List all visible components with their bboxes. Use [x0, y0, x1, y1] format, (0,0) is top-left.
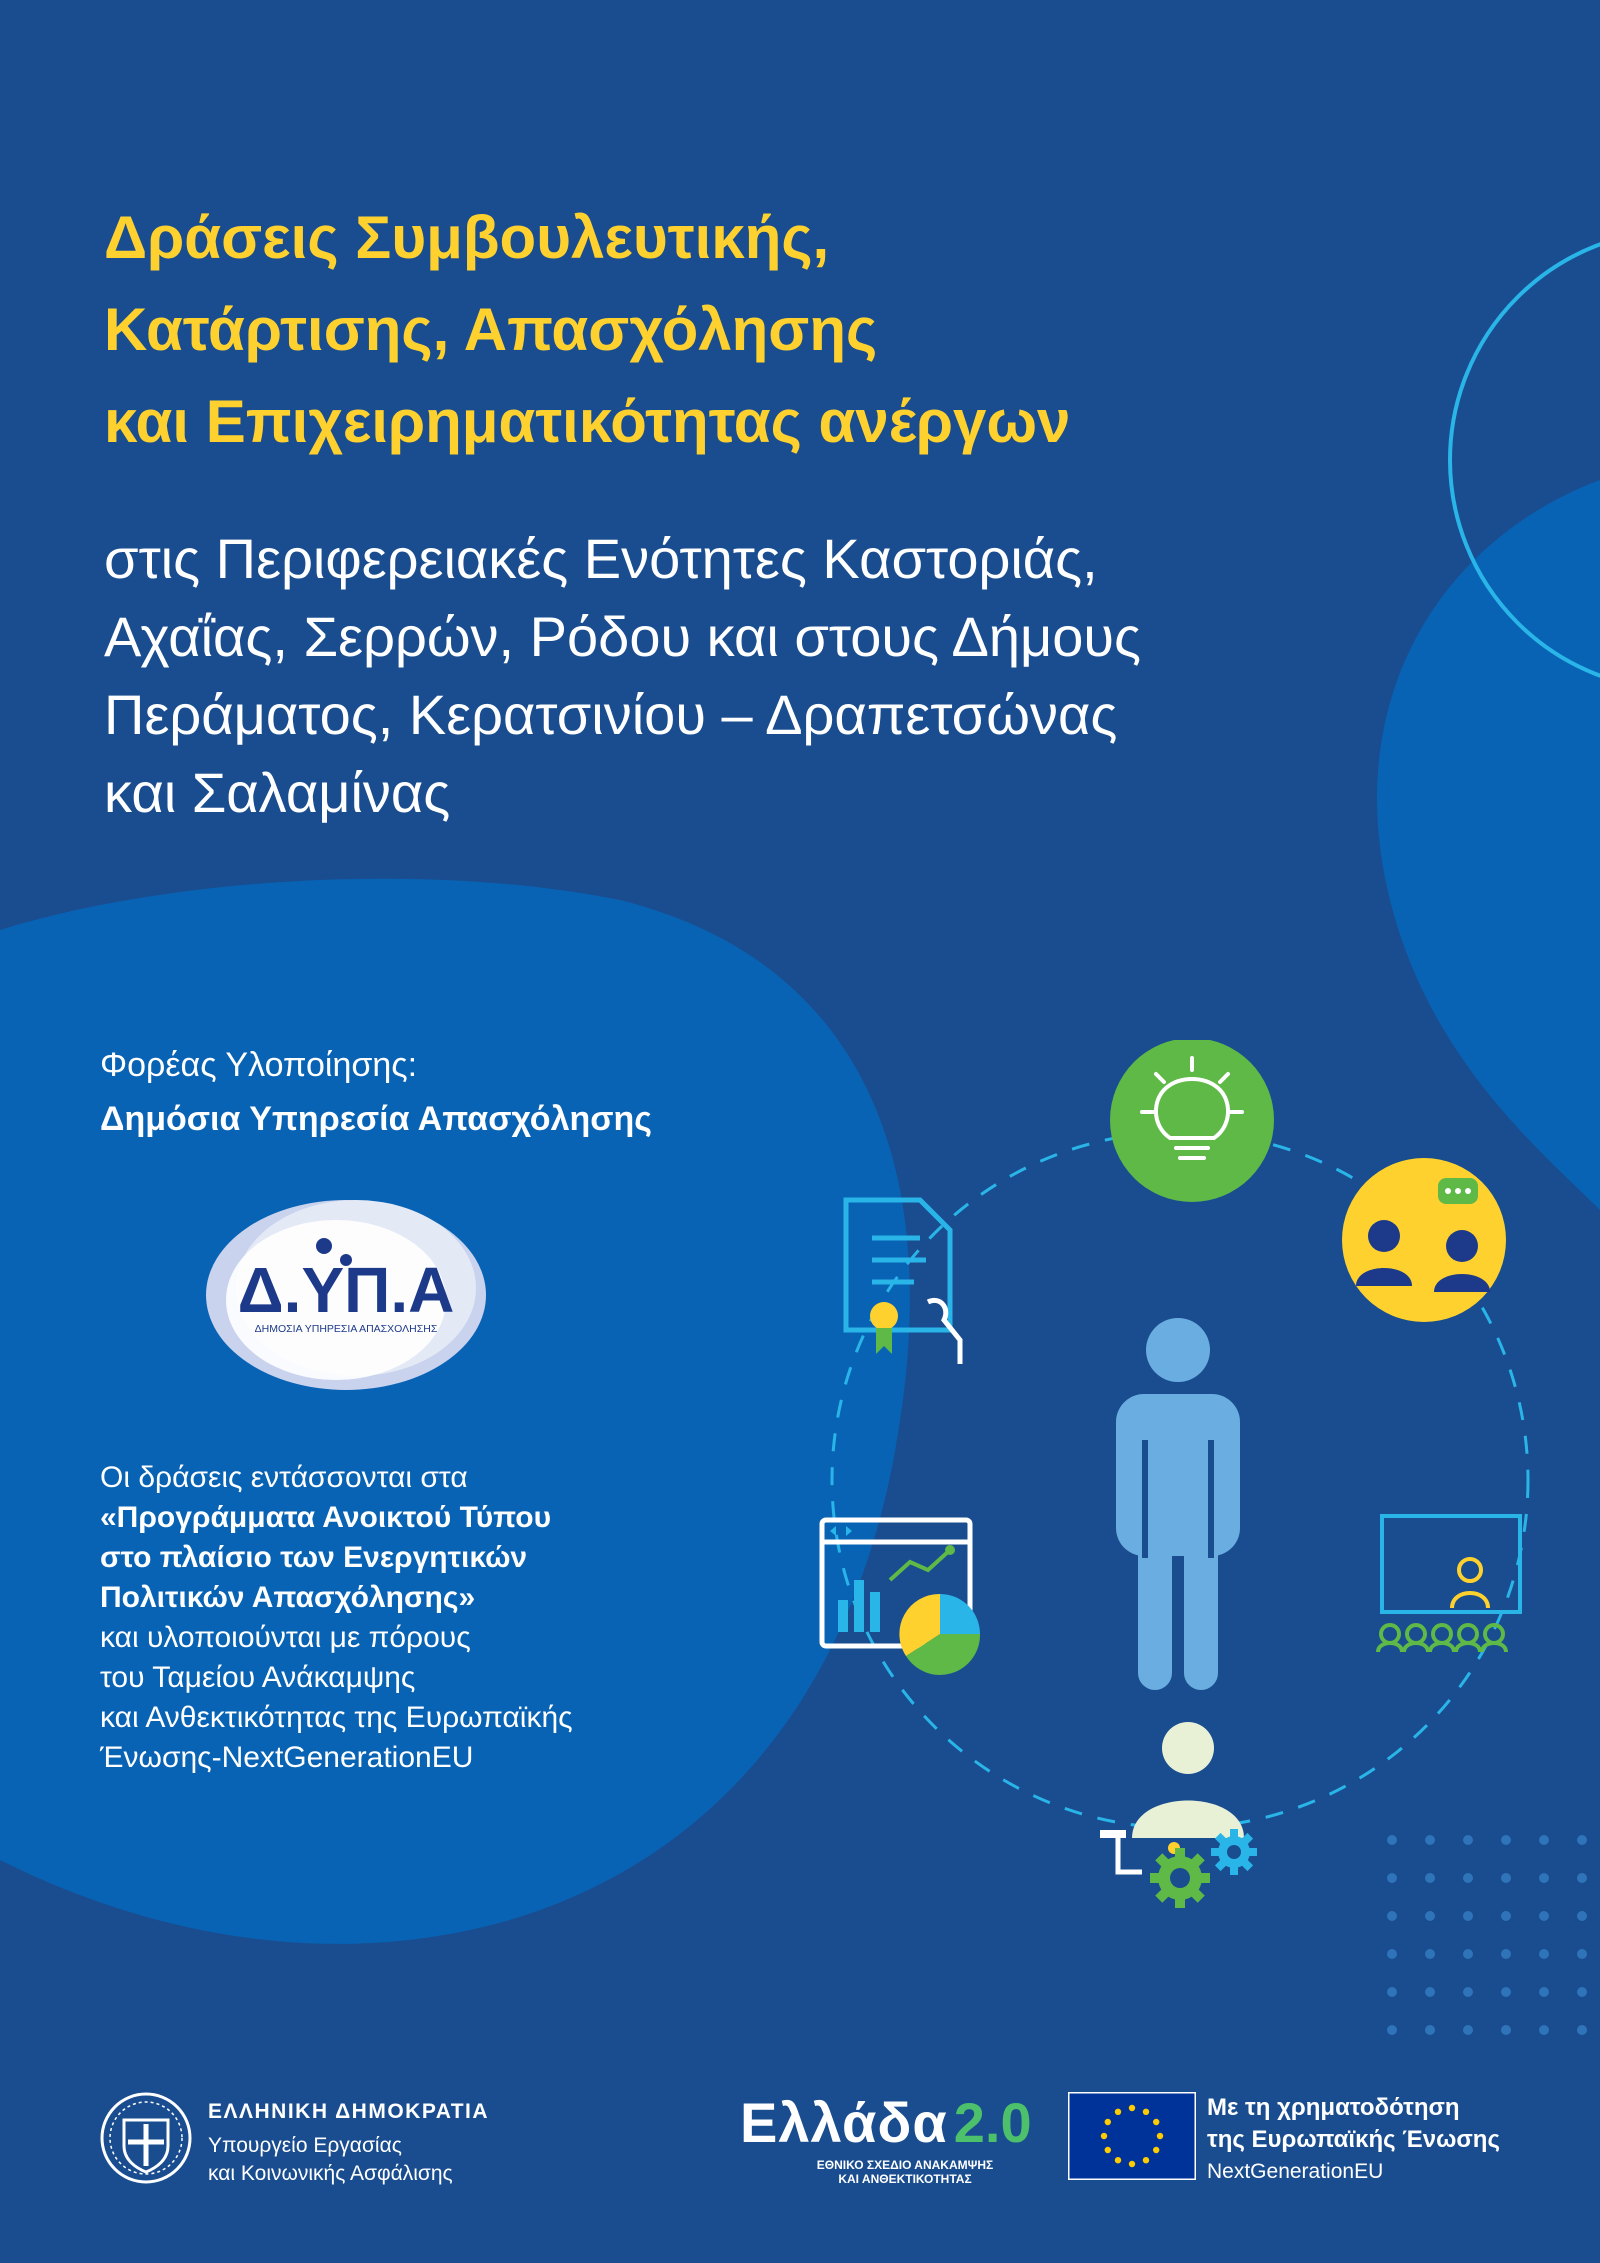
greece20-subtitle: ΚΑΙ ΑΝΘΕΚΤΙΚΟΤΗΤΑΣ — [838, 2172, 972, 2186]
eu-star — [1129, 2105, 1135, 2111]
page-subtitle — [104, 520, 1404, 832]
subtitle-line: Περάματος, Κερατσινίου – Δραπετσώνας — [104, 683, 1118, 746]
funding-line: και Ανθεκτικότητας της Ευρωπαϊκής — [100, 1701, 573, 1734]
services-illustration — [780, 1040, 1580, 1960]
logo-tagline: ΔΗΜΟΣΙΑ ΥΠΗΡΕΣΙΑ ΑΠΑΣΧΟΛΗΣΗΣ — [254, 1323, 438, 1335]
program-line: στο πλαίσιο των Ενεργητικών — [100, 1541, 528, 1574]
decor-dot — [1501, 1987, 1511, 1997]
greece20-word: Ελλάδα — [740, 2091, 948, 2154]
funding-line: και υλοποιούνται με πόρους — [100, 1621, 471, 1654]
decor-dot — [1539, 2025, 1549, 2035]
eu-star — [1157, 2133, 1163, 2139]
eu-funding-label: της Ευρωπαϊκής Ένωσης — [1207, 2126, 1500, 2153]
title-line: Κατάρτισης, Απασχόλησης — [104, 296, 878, 363]
person-icon — [1116, 1318, 1240, 1690]
subtitle-line: Αχαΐας, Σερρών, Ρόδου και στους Δήμους — [104, 605, 1142, 668]
logo-figure-head — [316, 1238, 332, 1254]
hellenic-republic-label: ΕΛΛΗΝΙΚΗ ΔΗΜΟΚΡΑΤΙΑ — [208, 2100, 490, 2123]
eu-star — [1101, 2133, 1107, 2139]
decor-dot — [1425, 1987, 1435, 1997]
eu-star — [1129, 2161, 1135, 2167]
analytics-icon — [822, 1520, 980, 1675]
title-line: και Επιχειρηματικότητας ανέργων — [104, 388, 1071, 455]
decor-dot — [1463, 1987, 1473, 1997]
certificate-ribbon — [876, 1328, 892, 1354]
eu-funding-label: Με τη χρηματοδότηση — [1207, 2094, 1460, 2121]
program-line: «Προγράμματα Ανοικτού Τύπου — [100, 1501, 552, 1534]
title-line: Δράσεις Συμβουλευτικής, — [104, 204, 830, 271]
certificate-seal — [870, 1302, 898, 1330]
eu-star — [1105, 2119, 1111, 2125]
eu-program-label: NextGenerationEU — [1207, 2160, 1384, 2183]
decor-dot — [1463, 2025, 1473, 2035]
lightbulb-icon — [1110, 1040, 1274, 1202]
eu-star — [1153, 2147, 1159, 2153]
program-line: Πολιτικών Απασχόλησης» — [100, 1581, 476, 1614]
eu-star — [1153, 2119, 1159, 2125]
implementation-organization: Δημόσια Υπηρεσία Απασχόλησης — [100, 1100, 652, 1138]
ministry-label: και Κοινωνικής Ασφάλισης — [208, 2162, 453, 2185]
funding-line: Ένωσης-NextGenerationEU — [100, 1741, 474, 1774]
greece20-number: 2.0 — [953, 2091, 1032, 2154]
eu-star — [1105, 2147, 1111, 2153]
page-title — [104, 192, 1404, 468]
eu-flag-icon — [1068, 2092, 1196, 2180]
decor-dot — [1387, 2025, 1397, 2035]
funding-line: του Ταμείου Ανάκαμψης — [100, 1661, 416, 1694]
presentation-icon — [1378, 1516, 1520, 1652]
logo-wordmark: Δ.ΥΠ.Α — [237, 1254, 455, 1326]
decor-dot — [1501, 2025, 1511, 2035]
decor-dot — [1577, 2025, 1587, 2035]
subtitle-line: στις Περιφερειακές Ενότητες Καστοριάς, — [104, 527, 1098, 590]
implementation-label: Φορέας Υλοποίησης: — [100, 1046, 418, 1084]
worker-gear-icon — [1100, 1722, 1257, 1908]
decor-dot — [1539, 1987, 1549, 1997]
eu-star — [1115, 2109, 1121, 2115]
actions-text — [100, 1458, 720, 1778]
dypa-logo — [196, 1180, 496, 1400]
eu-star — [1143, 2157, 1149, 2163]
greece20-subtitle: ΕΘΝΙΚΟ ΣΧΕΔΙΟ ΑΝΑΚΑΜΨΗΣ — [816, 2158, 994, 2172]
ministry-label: Υπουργείο Εργασίας — [208, 2134, 402, 2157]
counseling-icon — [1342, 1158, 1506, 1322]
left-blob — [0, 879, 910, 1944]
subtitle-line: και Σαλαμίνας — [104, 761, 451, 824]
eu-star — [1143, 2109, 1149, 2115]
decor-dot — [1425, 2025, 1435, 2035]
actions-intro: Οι δράσεις εντάσσονται στα — [100, 1461, 468, 1494]
eu-star — [1115, 2157, 1121, 2163]
decor-dot — [1577, 1987, 1587, 1997]
decor-dot — [1387, 1987, 1397, 1997]
